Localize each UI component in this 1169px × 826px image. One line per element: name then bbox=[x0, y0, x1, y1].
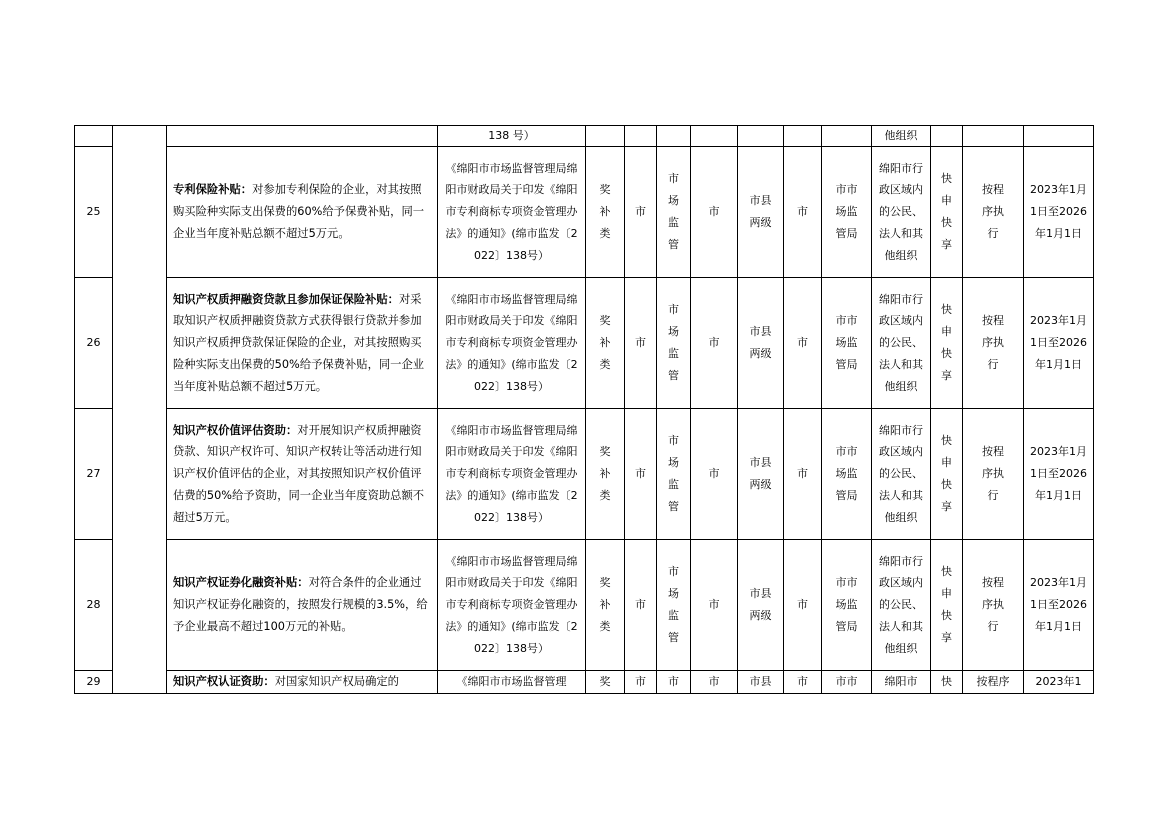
row-number: 28 bbox=[75, 540, 113, 671]
policy-level: 市 bbox=[625, 147, 657, 278]
table-row bbox=[75, 278, 1094, 409]
policy-level bbox=[625, 126, 657, 147]
policy-type: 奖 bbox=[586, 671, 625, 694]
funding-source: 市 bbox=[691, 147, 738, 278]
policy-level: 市 bbox=[625, 540, 657, 671]
policy-detail: 对采取知识产权质押融资贷款方式获得银行贷款并参加知识产权质押贷款保证保险的企业，对其按照购买险种实际支出保费的50%给予保费补贴，同一企业当年度补贴总额不超过5万元。 bbox=[173, 292, 425, 393]
execution-method: 按程序执行 bbox=[963, 147, 1024, 278]
target-group: 绵阳市行政区域内的公民、法人和其他组织 bbox=[872, 409, 931, 540]
responsible-dept: 市场监管 bbox=[657, 540, 691, 671]
execution-level: 市 bbox=[784, 671, 822, 694]
validity-period: 2023年1月1日至2026年1月1日 bbox=[1024, 409, 1094, 540]
handling-dept bbox=[822, 126, 872, 147]
policy-description bbox=[167, 540, 438, 671]
execution-level: 市 bbox=[784, 278, 822, 409]
policy-basis: 《绵阳市市场监督管理局绵阳市财政局关于印发《绵阳市专利商标专项资金管理办法》的通知》(绵市监发〔2022〕138号） bbox=[438, 540, 586, 671]
applicable-area: 市县 bbox=[738, 671, 784, 694]
handling-mode: 快 bbox=[931, 671, 963, 694]
responsible-dept: 市场监管 bbox=[657, 278, 691, 409]
row-number: 29 bbox=[75, 671, 113, 694]
row-number: 25 bbox=[75, 147, 113, 278]
policy-type: 奖补类 bbox=[586, 409, 625, 540]
applicable-area: 市县两级 bbox=[738, 147, 784, 278]
validity-period: 2023年1 bbox=[1024, 671, 1094, 694]
execution-level: 市 bbox=[784, 147, 822, 278]
policy-detail: 对开展知识产权质押融资贷款、知识产权许可、知识产权转让等活动进行知识产权价值评估的企业，对其按照知识产权价值评估费的50%给予资助，同一企业当年度资助总额不超过5万元。 bbox=[173, 423, 425, 524]
policy-level: 市 bbox=[625, 671, 657, 694]
policy-type: 奖补类 bbox=[586, 147, 625, 278]
policy-level: 市 bbox=[625, 409, 657, 540]
policy-detail: 对符合条件的企业通过知识产权证券化融资的，按照发行规模的3.5%，给予企业最高不超过100万元的补贴。 bbox=[173, 576, 428, 633]
target-group: 他组织 bbox=[872, 126, 931, 147]
policy-basis: 138 号） bbox=[438, 126, 586, 147]
policy-title: 专利保险补贴： bbox=[173, 183, 253, 197]
execution-method: 按程序 bbox=[963, 671, 1024, 694]
table-row bbox=[75, 126, 1094, 147]
validity-period: 2023年1月1日至2026年1月1日 bbox=[1024, 540, 1094, 671]
execution-level: 市 bbox=[784, 540, 822, 671]
validity-period bbox=[1024, 126, 1094, 147]
policy-detail: 对参加专利保险的企业，对其按照购买险种实际支出保费的60%给予保费补贴，同一企业当年度补贴总额不超过5万元。 bbox=[173, 183, 425, 240]
row-number: 27 bbox=[75, 409, 113, 540]
applicable-area: 市县两级 bbox=[738, 540, 784, 671]
policy-level: 市 bbox=[625, 278, 657, 409]
target-group: 绵阳市行政区域内的公民、法人和其他组织 bbox=[872, 278, 931, 409]
responsible-dept: 市场监管 bbox=[657, 147, 691, 278]
execution-method bbox=[963, 126, 1024, 147]
policy-basis: 《绵阳市市场监督管理局绵阳市财政局关于印发《绵阳市专利商标专项资金管理办法》的通知》(绵市监发〔2022〕138号） bbox=[438, 409, 586, 540]
policy-description bbox=[167, 278, 438, 409]
target-group: 绵阳市行政区域内的公民、法人和其他组织 bbox=[872, 147, 931, 278]
execution-level: 市 bbox=[784, 409, 822, 540]
policy-table bbox=[74, 125, 1094, 694]
category-cell bbox=[113, 126, 167, 694]
handling-mode: 快申快享 bbox=[931, 540, 963, 671]
policy-title: 知识产权质押融资贷款且参加保证保险补贴： bbox=[173, 292, 399, 306]
policy-title: 知识产权证券化融资补贴： bbox=[173, 576, 309, 590]
handling-mode bbox=[931, 126, 963, 147]
row-number bbox=[75, 126, 113, 147]
handling-mode: 快申快享 bbox=[931, 147, 963, 278]
policy-type bbox=[586, 126, 625, 147]
validity-period: 2023年1月1日至2026年1月1日 bbox=[1024, 278, 1094, 409]
policy-basis: 《绵阳市市场监督管理局绵阳市财政局关于印发《绵阳市专利商标专项资金管理办法》的通知》(绵市监发〔2022〕138号） bbox=[438, 278, 586, 409]
handling-dept: 市市场监管局 bbox=[822, 540, 872, 671]
policy-description bbox=[167, 147, 438, 278]
table-row bbox=[75, 540, 1094, 671]
execution-method: 按程序执行 bbox=[963, 278, 1024, 409]
policy-type: 奖补类 bbox=[586, 278, 625, 409]
table-row bbox=[75, 147, 1094, 278]
funding-source: 市 bbox=[691, 671, 738, 694]
applicable-area: 市县两级 bbox=[738, 278, 784, 409]
applicable-area bbox=[738, 126, 784, 147]
handling-dept: 市市场监管局 bbox=[822, 147, 872, 278]
policy-description bbox=[167, 409, 438, 540]
target-group: 绵阳市 bbox=[872, 671, 931, 694]
responsible-dept bbox=[657, 126, 691, 147]
funding-source bbox=[691, 126, 738, 147]
handling-dept: 市市 bbox=[822, 671, 872, 694]
funding-source: 市 bbox=[691, 278, 738, 409]
execution-method: 按程序执行 bbox=[963, 540, 1024, 671]
applicable-area: 市县两级 bbox=[738, 409, 784, 540]
table-row bbox=[75, 671, 1094, 694]
target-group: 绵阳市行政区域内的公民、法人和其他组织 bbox=[872, 540, 931, 671]
policy-detail: 对国家知识产权局确定的 bbox=[274, 675, 399, 688]
table-row bbox=[75, 409, 1094, 540]
policy-description bbox=[167, 126, 438, 147]
row-number: 26 bbox=[75, 278, 113, 409]
execution-method: 按程序执行 bbox=[963, 409, 1024, 540]
responsible-dept: 市场监管 bbox=[657, 409, 691, 540]
handling-mode: 快申快享 bbox=[931, 409, 963, 540]
policy-basis: 《绵阳市市场监督管理 bbox=[438, 671, 586, 694]
handling-dept: 市市场监管局 bbox=[822, 278, 872, 409]
policy-title: 知识产权价值评估资助： bbox=[173, 423, 298, 437]
handling-mode: 快申快享 bbox=[931, 278, 963, 409]
funding-source: 市 bbox=[691, 409, 738, 540]
handling-dept: 市市场监管局 bbox=[822, 409, 872, 540]
validity-period: 2023年1月1日至2026年1月1日 bbox=[1024, 147, 1094, 278]
execution-level bbox=[784, 126, 822, 147]
policy-description bbox=[167, 671, 438, 694]
policy-title: 知识产权认证资助： bbox=[173, 675, 275, 688]
policy-basis: 《绵阳市市场监督管理局绵阳市财政局关于印发《绵阳市专利商标专项资金管理办法》的通知》(绵市监发〔2022〕138号） bbox=[438, 147, 586, 278]
responsible-dept: 市 bbox=[657, 671, 691, 694]
funding-source: 市 bbox=[691, 540, 738, 671]
policy-type: 奖补类 bbox=[586, 540, 625, 671]
